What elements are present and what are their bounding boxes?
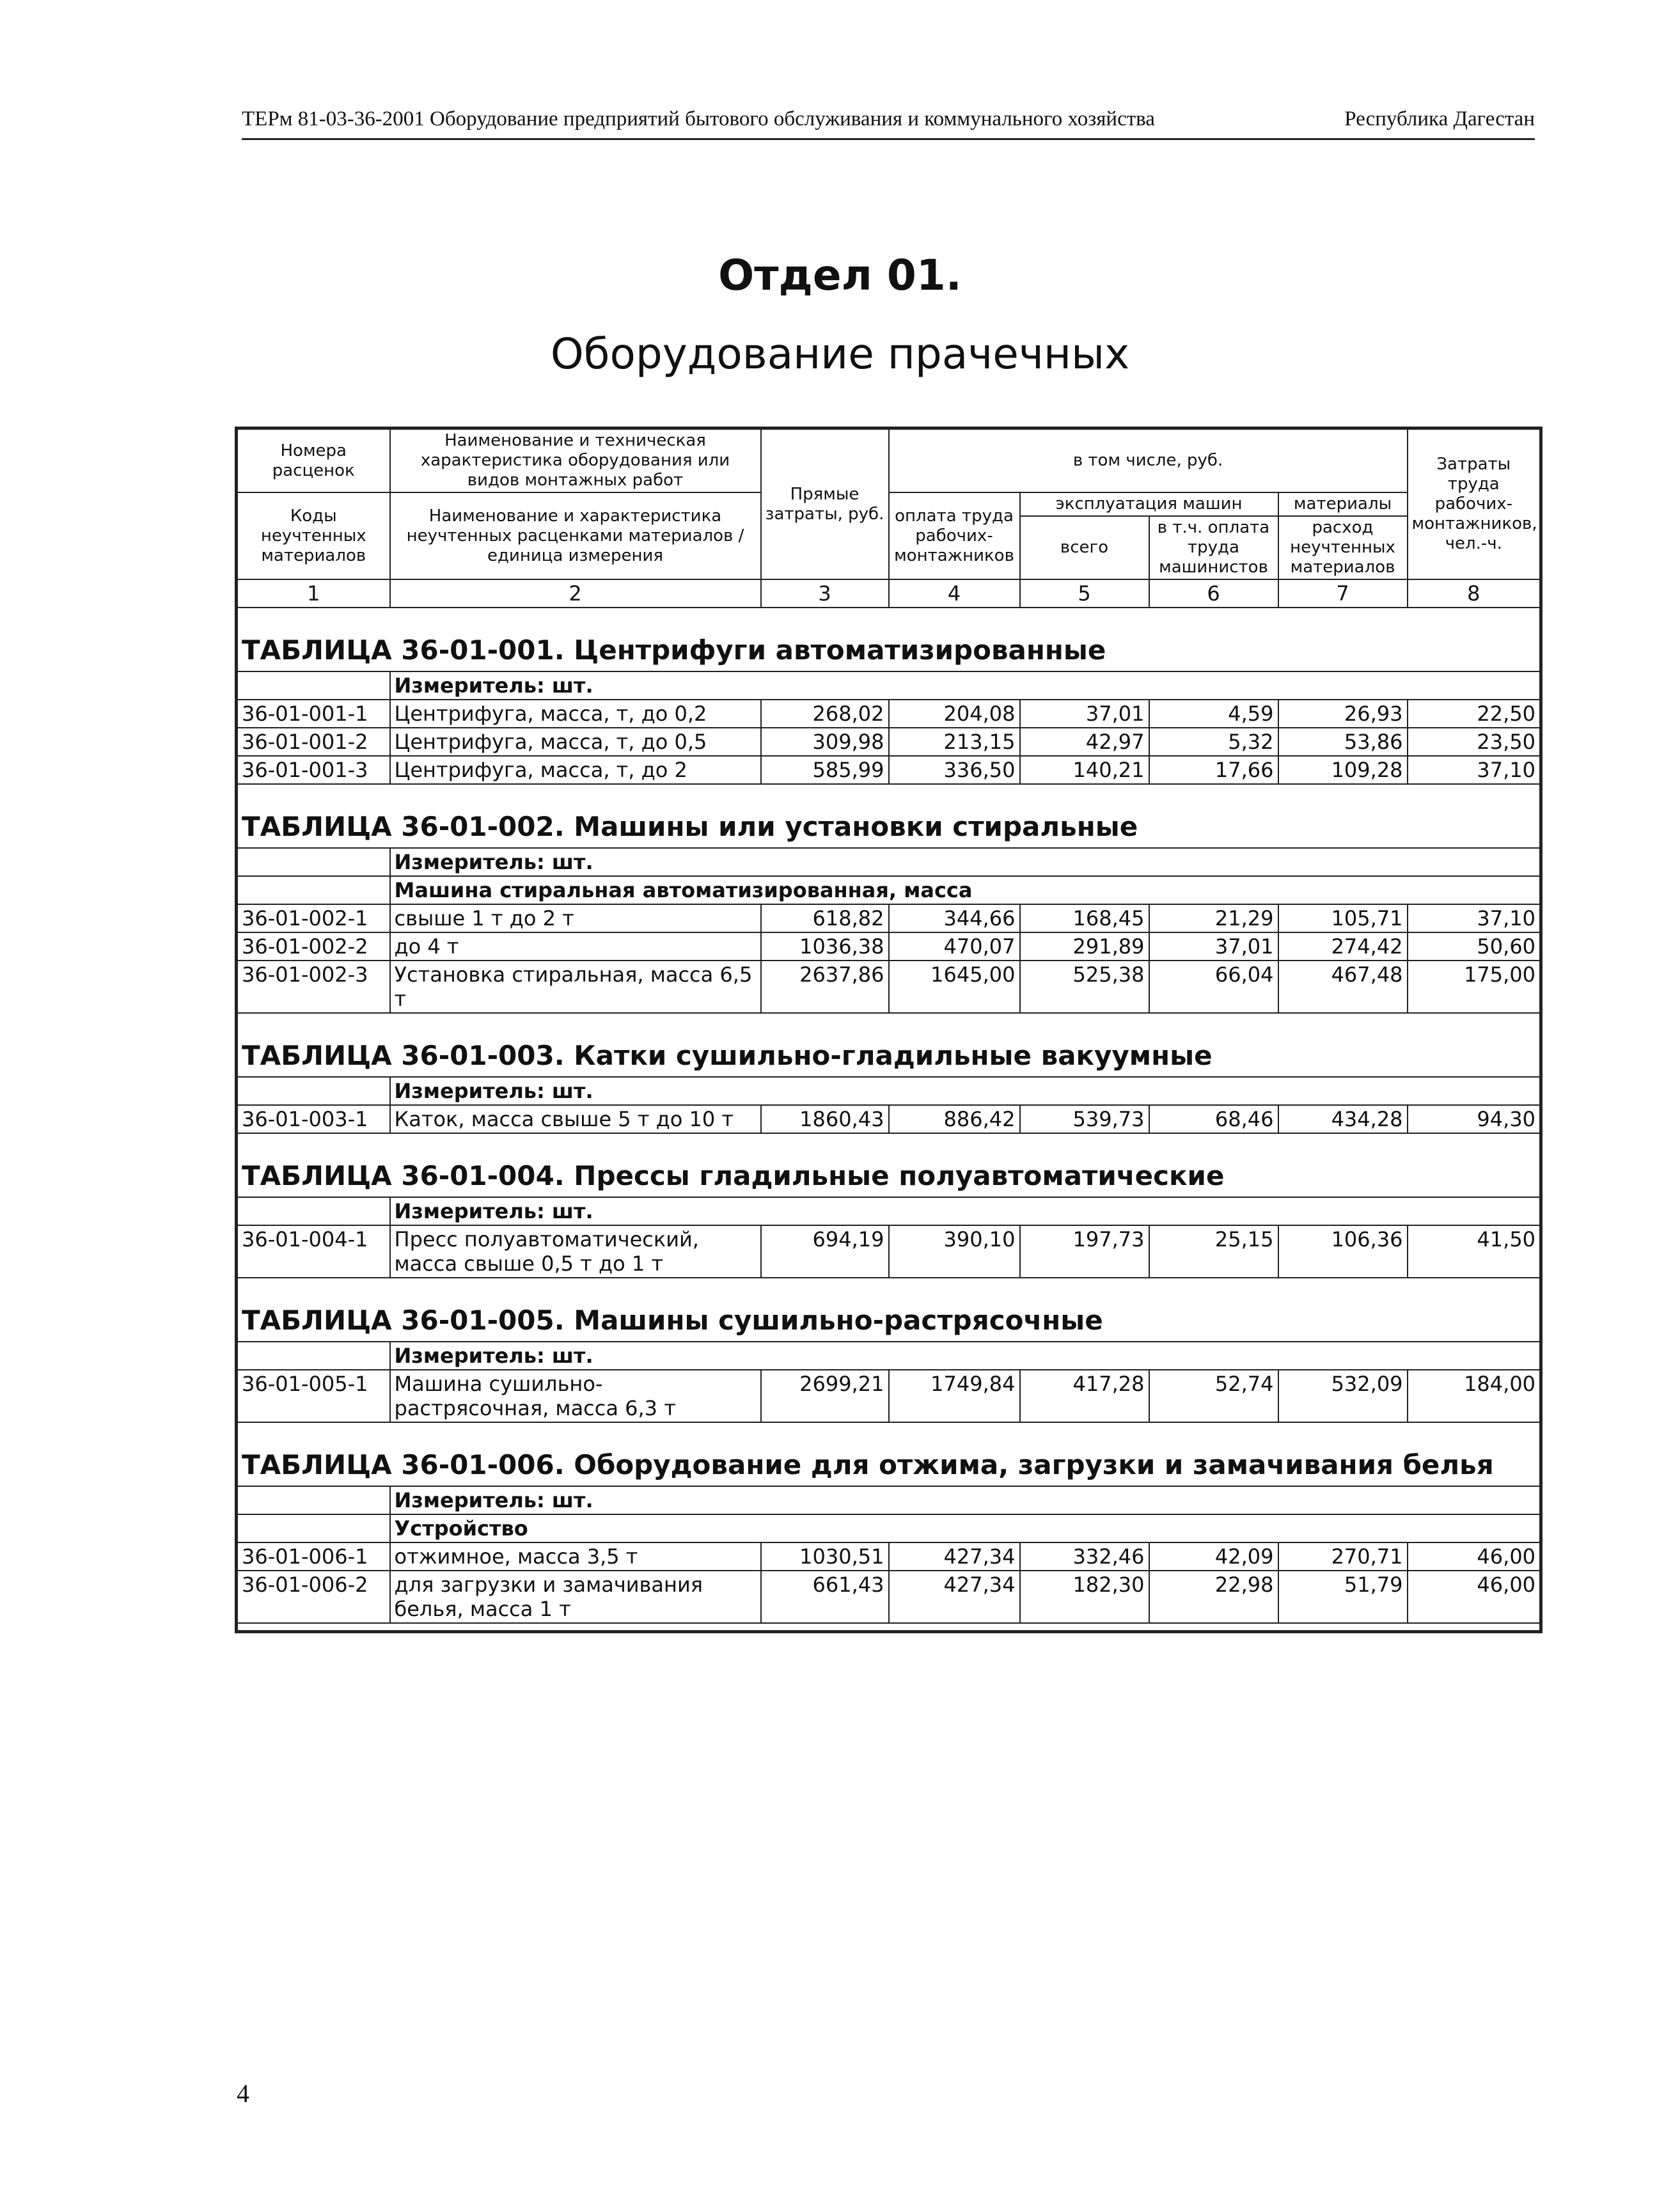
unit-row — [237, 848, 1541, 876]
labor-hours-value: 37,10 — [1408, 904, 1541, 932]
materials-value: 105,71 — [1278, 904, 1408, 932]
unit-row-spacer — [237, 671, 390, 700]
table-section-title-row — [237, 1422, 1541, 1486]
item-name: для загрузки и замачивания белья, масса 1 т — [390, 1571, 761, 1623]
subheading-spacer — [237, 876, 390, 904]
materials-value: 270,71 — [1278, 1542, 1408, 1571]
labor-hours-value: 22,50 — [1408, 700, 1541, 728]
table-row — [237, 728, 1541, 756]
worker-pay-value: 427,34 — [889, 1542, 1020, 1571]
unit-row — [237, 1342, 1541, 1370]
item-name: Машина сушильно-растрясочная, масса 6,3 т — [390, 1370, 761, 1422]
rate-code: 36-01-003-1 — [237, 1105, 390, 1133]
labor-hours-value: 41,50 — [1408, 1225, 1541, 1278]
labor-hours-value: 184,00 — [1408, 1370, 1541, 1422]
direct-costs-value: 1860,43 — [761, 1105, 889, 1133]
machinist-pay-value: 42,09 — [1149, 1542, 1278, 1571]
direct-costs-value: 2699,21 — [761, 1370, 889, 1422]
machine-total-value: 539,73 — [1020, 1105, 1149, 1133]
item-name: Центрифуга, масса, т, до 0,5 — [390, 728, 761, 756]
unit-row-spacer — [237, 1486, 390, 1514]
rate-code: 36-01-005-1 — [237, 1370, 390, 1422]
unit-label: Измеритель: шт. — [390, 671, 1541, 700]
subheading-row — [237, 1514, 1541, 1542]
col-header-material-codes: Коды неучтенных материалов — [237, 492, 390, 579]
labor-hours-value: 46,00 — [1408, 1542, 1541, 1571]
subheading: Машина стиральная автоматизированная, масса — [390, 876, 1541, 904]
unit-row — [237, 1486, 1541, 1514]
subheading-spacer — [237, 1514, 390, 1542]
labor-hours-value: 37,10 — [1408, 756, 1541, 784]
worker-pay-value: 427,34 — [889, 1571, 1020, 1623]
table-row — [237, 1370, 1541, 1422]
table-section-title: ТАБЛИЦА 36-01-006. Оборудование для отжима, загрузки и замачивания белья — [237, 1422, 1541, 1486]
table-bottom-spacer — [237, 1623, 1541, 1632]
machinist-pay-value: 52,74 — [1149, 1370, 1278, 1422]
unit-row — [237, 1077, 1541, 1105]
direct-costs-value: 1030,51 — [761, 1542, 889, 1571]
rate-code: 36-01-002-2 — [237, 932, 390, 961]
table-row — [237, 1571, 1541, 1623]
table-section-title: ТАБЛИЦА 36-01-004. Прессы гладильные полуавтоматические — [237, 1133, 1541, 1197]
materials-value: 106,36 — [1278, 1225, 1408, 1278]
machinist-pay-value: 22,98 — [1149, 1571, 1278, 1623]
worker-pay-value: 470,07 — [889, 932, 1020, 961]
machinist-pay-value: 17,66 — [1149, 756, 1278, 784]
machine-total-value: 140,21 — [1020, 756, 1149, 784]
item-name: Установка стиральная, масса 6,5 т — [390, 961, 761, 1013]
labor-hours-value: 175,00 — [1408, 961, 1541, 1013]
unit-label: Измеритель: шт. — [390, 1342, 1541, 1370]
direct-costs-value: 618,82 — [761, 904, 889, 932]
col-header-rate-numbers: Номера расценок — [237, 428, 390, 493]
materials-value: 26,93 — [1278, 700, 1408, 728]
col-header-labor-hours: Затраты труда рабочих-монтажников, чел.-ч. — [1408, 428, 1541, 580]
table-section-title-row — [237, 1133, 1541, 1197]
item-name: Каток, масса свыше 5 т до 10 т — [390, 1105, 761, 1133]
section-subtitle: Оборудование прачечных — [550, 329, 1130, 379]
rate-code: 36-01-001-2 — [237, 728, 390, 756]
worker-pay-value: 886,42 — [889, 1105, 1020, 1133]
labor-hours-value: 23,50 — [1408, 728, 1541, 756]
subheading-row — [237, 876, 1541, 904]
rate-code: 36-01-002-3 — [237, 961, 390, 1013]
item-name: отжимное, масса 3,5 т — [390, 1542, 761, 1571]
machine-total-value: 197,73 — [1020, 1225, 1149, 1278]
column-number: 2 — [390, 579, 761, 608]
machinist-pay-value: 5,32 — [1149, 728, 1278, 756]
col-header-material-names: Наименование и характеристика неучтенных расценками материалов / единица измерения — [390, 492, 761, 579]
rate-code: 36-01-001-1 — [237, 700, 390, 728]
materials-value: 109,28 — [1278, 756, 1408, 784]
machine-total-value: 42,97 — [1020, 728, 1149, 756]
col-header-materials: материалы — [1278, 492, 1408, 516]
unit-row-spacer — [237, 1197, 390, 1225]
item-name: Центрифуга, масса, т, до 2 — [390, 756, 761, 784]
machine-total-value: 291,89 — [1020, 932, 1149, 961]
worker-pay-value: 336,50 — [889, 756, 1020, 784]
column-number: 7 — [1278, 579, 1408, 608]
column-number: 3 — [761, 579, 889, 608]
page-number: 4 — [237, 2079, 249, 2108]
unit-label: Измеритель: шт. — [390, 1077, 1541, 1105]
table-row — [237, 756, 1541, 784]
unit-row-spacer — [237, 1077, 390, 1105]
column-number: 1 — [237, 579, 390, 608]
rate-code: 36-01-001-3 — [237, 756, 390, 784]
machine-total-value: 168,45 — [1020, 904, 1149, 932]
item-name: Пресс полуавтоматический, масса свыше 0,5 т до 1 т — [390, 1225, 761, 1278]
table-row — [237, 1105, 1541, 1133]
machine-total-value: 417,28 — [1020, 1370, 1149, 1422]
col-header-including: в том числе, руб. — [889, 428, 1408, 493]
column-number-row — [237, 579, 1541, 608]
materials-value: 467,48 — [1278, 961, 1408, 1013]
worker-pay-value: 1645,00 — [889, 961, 1020, 1013]
table-section-title-row — [237, 1013, 1541, 1077]
price-table — [235, 427, 1543, 1633]
column-number: 5 — [1020, 579, 1149, 608]
table-section-title-row — [237, 608, 1541, 671]
machine-total-value: 525,38 — [1020, 961, 1149, 1013]
table-row — [237, 904, 1541, 932]
worker-pay-value: 204,08 — [889, 700, 1020, 728]
machinist-pay-value: 21,29 — [1149, 904, 1278, 932]
labor-hours-value: 94,30 — [1408, 1105, 1541, 1133]
table-row — [237, 1225, 1541, 1278]
col-header-equipment-name: Наименование и техническая характеристика оборудования или видов монтажных работ — [390, 428, 761, 493]
machinist-pay-value: 4,59 — [1149, 700, 1278, 728]
machine-total-value: 332,46 — [1020, 1542, 1149, 1571]
header-row-1 — [237, 428, 1541, 493]
direct-costs-value: 1036,38 — [761, 932, 889, 961]
running-header — [242, 107, 1535, 140]
item-name: свыше 1 т до 2 т — [390, 904, 761, 932]
materials-value: 51,79 — [1278, 1571, 1408, 1623]
table-section-title: ТАБЛИЦА 36-01-001. Центрифуги автоматизированные — [237, 608, 1541, 671]
table-row — [237, 961, 1541, 1013]
table-section-title: ТАБЛИЦА 36-01-005. Машины сушильно-растрясочные — [237, 1278, 1541, 1342]
unit-label: Измеритель: шт. — [390, 848, 1541, 876]
subheading: Устройство — [390, 1514, 1541, 1542]
item-name: до 4 т — [390, 932, 761, 961]
materials-value: 532,09 — [1278, 1370, 1408, 1422]
col-header-machine-total: всего — [1020, 516, 1149, 579]
header-document-title: ТЕРм 81-03-36-2001 Оборудование предприятий бытового обслуживания и коммунального хозяйства — [242, 107, 1155, 130]
table-section-title-row — [237, 784, 1541, 848]
unit-row-spacer — [237, 848, 390, 876]
direct-costs-value: 694,19 — [761, 1225, 889, 1278]
rate-code: 36-01-006-1 — [237, 1542, 390, 1571]
header-region: Республика Дагестан — [1344, 107, 1535, 130]
rate-code: 36-01-002-1 — [237, 904, 390, 932]
header-row-2 — [237, 492, 1541, 516]
unit-row — [237, 671, 1541, 700]
worker-pay-value: 390,10 — [889, 1225, 1020, 1278]
table-bottom-spacer-cell — [237, 1623, 1541, 1632]
labor-hours-value: 46,00 — [1408, 1571, 1541, 1623]
column-number: 8 — [1408, 579, 1541, 608]
labor-hours-value: 50,60 — [1408, 932, 1541, 961]
direct-costs-value: 309,98 — [761, 728, 889, 756]
unit-label: Измеритель: шт. — [390, 1486, 1541, 1514]
col-header-machine-operation: эксплуатация машин — [1020, 492, 1278, 516]
column-number: 4 — [889, 579, 1020, 608]
section-title: Отдел 01. — [718, 251, 962, 300]
table-section-title: ТАБЛИЦА 36-01-002. Машины или установки стиральные — [237, 784, 1541, 848]
unit-row-spacer — [237, 1342, 390, 1370]
machinist-pay-value: 37,01 — [1149, 932, 1278, 961]
col-header-worker-pay: оплата труда рабочих-монтажников — [889, 492, 1020, 579]
worker-pay-value: 344,66 — [889, 904, 1020, 932]
materials-value: 274,42 — [1278, 932, 1408, 961]
machine-total-value: 37,01 — [1020, 700, 1149, 728]
machinist-pay-value: 68,46 — [1149, 1105, 1278, 1133]
table-section-title-row — [237, 1278, 1541, 1342]
table-row — [237, 700, 1541, 728]
column-number: 6 — [1149, 579, 1278, 608]
worker-pay-value: 213,15 — [889, 728, 1020, 756]
rate-code: 36-01-006-2 — [237, 1571, 390, 1623]
machinist-pay-value: 66,04 — [1149, 961, 1278, 1013]
col-header-machinist-pay: в т.ч. оплата труда машинистов — [1149, 516, 1278, 579]
direct-costs-value: 661,43 — [761, 1571, 889, 1623]
direct-costs-value: 585,99 — [761, 756, 889, 784]
item-name: Центрифуга, масса, т, до 0,2 — [390, 700, 761, 728]
worker-pay-value: 1749,84 — [889, 1370, 1020, 1422]
table-section-title: ТАБЛИЦА 36-01-003. Катки сушильно-гладильные вакуумные — [237, 1013, 1541, 1077]
table-row — [237, 932, 1541, 961]
col-header-unaccounted-materials: расход неучтенных материалов — [1278, 516, 1408, 579]
rate-code: 36-01-004-1 — [237, 1225, 390, 1278]
materials-value: 53,86 — [1278, 728, 1408, 756]
materials-value: 434,28 — [1278, 1105, 1408, 1133]
unit-label: Измеритель: шт. — [390, 1197, 1541, 1225]
direct-costs-value: 268,02 — [761, 700, 889, 728]
table-row — [237, 1542, 1541, 1571]
direct-costs-value: 2637,86 — [761, 961, 889, 1013]
machine-total-value: 182,30 — [1020, 1571, 1149, 1623]
unit-row — [237, 1197, 1541, 1225]
col-header-direct-costs: Прямые затраты, руб. — [761, 428, 889, 580]
machinist-pay-value: 25,15 — [1149, 1225, 1278, 1278]
